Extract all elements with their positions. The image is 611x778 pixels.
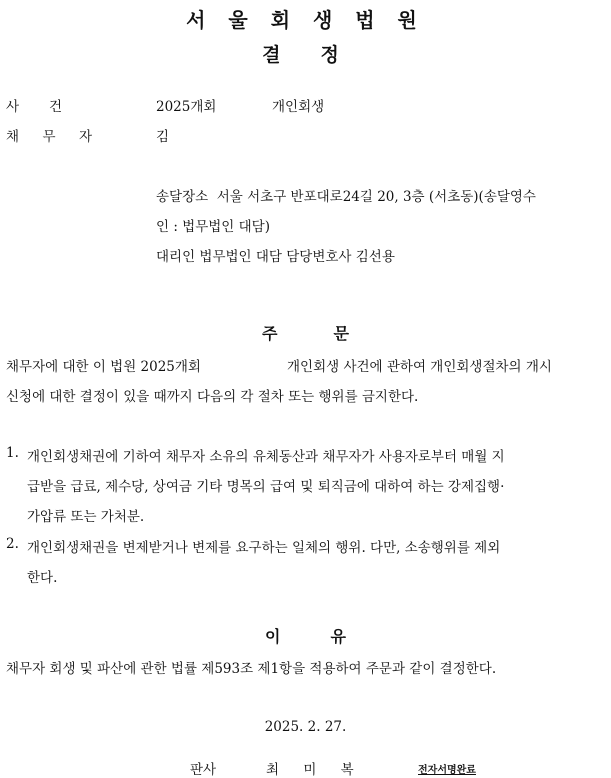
order-heading bbox=[0, 321, 611, 344]
case-name: 개인회생 bbox=[272, 99, 325, 115]
order-item-line: 개인회생채권에 기하여 채무자 소유의 유체동산과 채무자가 사용자로부터 매월 지 bbox=[27, 449, 505, 465]
order-item-line: 개인회생채권을 변제받거나 변제를 요구하는 일체의 행위. 다만, 소송행위를 제외 bbox=[27, 540, 501, 556]
order-item-line: 가압류 또는 가처분. bbox=[27, 509, 145, 525]
judge-label: 판사 bbox=[190, 762, 217, 778]
court-name: 서 울 회 생 법 원 bbox=[186, 8, 425, 32]
legal-agent: 대리인 법무법인 대담 담당변호사 김선용 bbox=[156, 249, 395, 265]
debtor-label-char: 자 bbox=[78, 129, 92, 145]
debtor-label-char: 무 bbox=[42, 129, 56, 145]
service-address-line: 인 : 법무법인 대담) bbox=[156, 219, 270, 235]
service-address-line: 송달장소 서울 서초구 반포대로24길 20, 3층 (서초동)(송달영수 bbox=[156, 189, 536, 205]
case-label-char: 건 bbox=[49, 99, 63, 115]
decision-date: 2025. 2. 27. bbox=[264, 719, 347, 735]
case-label bbox=[6, 95, 92, 115]
order-item-line: 급받을 급료, 제수당, 상여금 기타 명목의 급여 및 퇴직금에 대하여 하는 강제집행· bbox=[27, 479, 505, 495]
order-heading-char: 문 bbox=[333, 324, 349, 343]
order-item-line: 한다. bbox=[27, 570, 58, 586]
document-type-title: 결정 bbox=[262, 44, 379, 66]
order-item-number: 1. bbox=[6, 445, 19, 461]
reason-heading bbox=[0, 624, 611, 647]
order-item-number: 2. bbox=[6, 536, 19, 552]
order-intro-line: 신청에 대한 결정이 있을 때까지 다음의 각 절차 또는 행위를 금지한다. bbox=[6, 389, 419, 405]
order-intro-line: 개인회생 사건에 관하여 개인회생절차의 개시 bbox=[287, 359, 552, 375]
debtor-label-char: 채 bbox=[6, 129, 20, 145]
debtor-name: 김 bbox=[156, 129, 170, 145]
reason-heading-char: 이 bbox=[265, 627, 281, 646]
electronic-signature: 전자서명완료 bbox=[418, 765, 476, 776]
judge-name: 최 미 복 bbox=[266, 762, 364, 778]
case-number: 2025개회 bbox=[156, 99, 217, 115]
debtor-label bbox=[6, 125, 92, 145]
order-intro-line: 채무자에 대한 이 법원 2025개회 bbox=[6, 359, 201, 375]
case-label-char: 사 bbox=[6, 99, 20, 115]
reason-text: 채무자 회생 및 파산에 관한 법률 제593조 제1항을 적용하여 주문과 같이 결정한다. bbox=[6, 661, 497, 677]
order-heading-char: 주 bbox=[262, 324, 278, 343]
reason-heading-char: 유 bbox=[330, 627, 346, 646]
